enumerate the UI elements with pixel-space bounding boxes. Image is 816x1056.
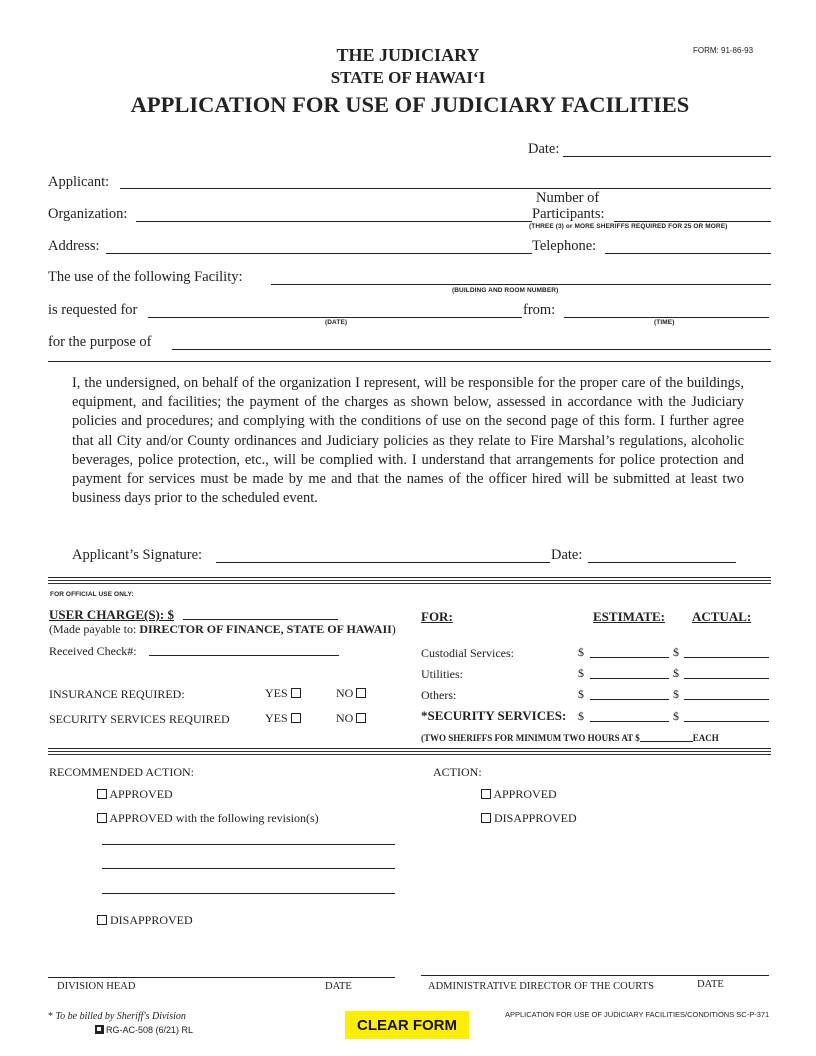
facility-field[interactable] <box>271 267 771 285</box>
insurance-yes-checkbox[interactable] <box>291 688 301 698</box>
purpose-field[interactable] <box>172 332 771 350</box>
user-charges-label: USER CHARGE(S): $ <box>49 607 174 622</box>
divider <box>48 577 771 578</box>
form-code <box>95 1025 193 1035</box>
applicant-field[interactable] <box>120 171 771 189</box>
insurance-label: INSURANCE REQUIRED: <box>49 687 185 701</box>
yes-label: YES <box>265 686 288 700</box>
conditions-ref: APPLICATION FOR USE OF JUDICIARY FACILITIES/CONDITIONS SC-P-371 <box>505 1010 770 1019</box>
security-no[interactable] <box>336 711 366 726</box>
applicant-label: Applicant: <box>48 174 110 190</box>
estimate-label: ESTIMATE: <box>593 609 665 624</box>
from-note: (TIME) <box>654 319 675 326</box>
facility-note: (BUILDING AND ROOM NUMBER) <box>452 287 559 294</box>
divider <box>48 361 771 362</box>
others-actual-field[interactable] <box>684 682 769 700</box>
user-charges-field[interactable] <box>183 602 338 620</box>
from-label: from: <box>523 302 556 318</box>
participants-label: Participants: <box>532 206 605 222</box>
action-approved-checkbox[interactable] <box>481 789 491 799</box>
dollar-sign: $ <box>673 666 679 680</box>
dollar-sign: $ <box>578 687 584 701</box>
divider <box>48 754 771 755</box>
recommended-approved-revision-option[interactable] <box>97 811 319 826</box>
action-approved-option[interactable] <box>481 787 557 802</box>
security-yes-checkbox[interactable] <box>291 713 301 723</box>
action-disapproved-checkbox[interactable] <box>481 813 491 823</box>
recommended-disapproved-option[interactable] <box>97 913 193 928</box>
recommended-approved-option[interactable] <box>97 787 173 802</box>
service-label: Others: <box>421 688 457 702</box>
utilities-estimate-field[interactable] <box>590 661 669 679</box>
security-no-checkbox[interactable] <box>356 713 366 723</box>
participants-field[interactable] <box>614 204 771 222</box>
custodial-actual-field[interactable] <box>684 640 769 658</box>
organization-label: Organization: <box>48 206 128 222</box>
asterisk: * <box>48 1011 53 1022</box>
received-check-label: Received Check#: <box>49 644 137 658</box>
recommended-disapproved-checkbox[interactable] <box>97 915 107 925</box>
admin-director-label: ADMINISTRATIVE DIRECTOR OF THE COURTS <box>428 981 654 992</box>
org-name: THE JUDICIARY <box>336 45 480 65</box>
divider <box>48 751 771 752</box>
option-label: APPROVED <box>109 787 173 801</box>
billed-note-text: To be billed by Sheriff's Division <box>55 1011 186 1022</box>
official-heading: FOR OFFICIAL USE ONLY: <box>50 591 134 598</box>
security-yes[interactable] <box>265 711 301 726</box>
insurance-yes[interactable] <box>265 686 301 701</box>
yes-label: YES <box>265 711 288 725</box>
sheriffs-note <box>421 732 719 743</box>
security-services-label: *SECURITY SERVICES: <box>421 708 567 723</box>
no-label: NO <box>336 711 354 725</box>
telephone-field[interactable] <box>605 236 771 254</box>
date-label: Date: <box>528 141 560 157</box>
action-label: ACTION: <box>433 765 482 779</box>
organization-field[interactable] <box>136 204 532 222</box>
option-label: DISAPPROVED <box>494 811 577 825</box>
recommended-approved-revision-checkbox[interactable] <box>97 813 107 823</box>
dollar-sign: $ <box>578 709 584 723</box>
address-label: Address: <box>48 238 100 254</box>
form-icon <box>95 1025 104 1034</box>
divider <box>48 583 771 584</box>
dollar-sign: $ <box>673 709 679 723</box>
dollar-sign: $ <box>578 666 584 680</box>
service-label: Utilities: <box>421 667 463 681</box>
requested-date-field[interactable] <box>148 300 522 318</box>
recommended-approved-checkbox[interactable] <box>97 789 107 799</box>
custodial-estimate-field[interactable] <box>590 640 669 658</box>
revision-line[interactable] <box>102 893 395 894</box>
insurance-no[interactable] <box>336 686 366 701</box>
signature-field[interactable] <box>216 545 550 563</box>
security-label: SECURITY SERVICES REQUIRED <box>49 712 230 726</box>
dollar-sign: $ <box>673 645 679 659</box>
signature-date-label: Date: <box>551 547 583 563</box>
number-of-label: Number of <box>536 190 600 206</box>
service-label: Custodial Services: <box>421 646 514 660</box>
billed-note <box>48 1011 186 1022</box>
option-label: DISAPPROVED <box>110 913 193 927</box>
sheriffs-note-text: (TWO SHERIFFS FOR MINIMUM TWO HOURS AT $ <box>421 733 640 743</box>
requested-note: (DATE) <box>325 319 348 326</box>
payable-suffix: ) <box>391 622 396 636</box>
action-disapproved-option[interactable] <box>481 811 577 826</box>
signature-date-field[interactable] <box>588 545 736 563</box>
division-date-label: DATE <box>325 981 352 992</box>
received-check-field[interactable] <box>149 638 339 656</box>
form-code-text: RG-AC-508 (6/21) RL <box>106 1025 194 1035</box>
signature-label: Applicant’s Signature: <box>72 547 203 563</box>
facility-label: The use of the following Facility: <box>48 269 243 285</box>
payable-note <box>49 622 396 637</box>
revision-line[interactable] <box>102 844 395 845</box>
date-field[interactable] <box>563 139 771 157</box>
dollar-sign: $ <box>673 687 679 701</box>
recommended-action-label: RECOMMENDED ACTION: <box>49 765 195 779</box>
payable-name: DIRECTOR OF FINANCE, STATE OF HAWAII <box>139 622 392 636</box>
revision-line[interactable] <box>102 868 395 869</box>
page-title: APPLICATION FOR USE OF JUDICIARY FACILITIES <box>130 92 690 117</box>
from-time-field[interactable] <box>564 300 769 318</box>
security-actual-field[interactable] <box>684 704 769 722</box>
dollar-sign: $ <box>578 645 584 659</box>
option-label: APPROVED <box>493 787 557 801</box>
option-label: APPROVED with the following revision(s) <box>109 811 319 825</box>
others-estimate-field[interactable] <box>590 682 669 700</box>
no-label: NO <box>336 686 354 700</box>
sheriffs-rate-field[interactable] <box>640 732 693 742</box>
clear-form-button[interactable]: CLEAR FORM <box>345 1011 469 1039</box>
statement-paragraph: I, the undersigned, on behalf of the organization I represent, will be responsible for the proper care of the buildings, equipment, and facilities; the payment of the charges as shown below, assessed in accordance with the Judiciary policies and procedures; and complying with the conditions of use on the second page of this form. I further agree that all City and/or County ordinances and Judiciary policies as they relate to Fire Marshal’s regulations, alcoholic beverages, police protection, etc., will be complied with. I understand that arrangements for police protection and payment for services must be made by me and that the names of the officer hired will be submitted at least two business days prior to the scheduled event. <box>72 375 744 507</box>
purpose-label: for the purpose of <box>48 334 152 350</box>
divider <box>48 748 771 749</box>
state-name: STATE OF HAWAI‘I <box>330 68 486 87</box>
division-head-signature-line[interactable] <box>48 977 395 978</box>
divider <box>48 580 771 581</box>
participants-note: (THREE (3) or MORE SHERIFFS REQUIRED FOR 25 OR MORE) <box>529 223 728 230</box>
admin-date-label: DATE <box>697 979 724 990</box>
form-number: FORM: 91-86-93 <box>693 46 754 55</box>
address-field[interactable] <box>106 236 532 254</box>
requested-label: is requested for <box>48 302 138 318</box>
actual-label: ACTUAL: <box>692 609 752 624</box>
telephone-label: Telephone: <box>532 238 597 254</box>
security-estimate-field[interactable] <box>590 704 669 722</box>
division-head-label: DIVISION HEAD <box>57 981 136 992</box>
insurance-no-checkbox[interactable] <box>356 688 366 698</box>
utilities-actual-field[interactable] <box>684 661 769 679</box>
sheriffs-note-each: EACH <box>692 733 719 743</box>
for-label: FOR: <box>421 609 453 624</box>
payable-prefix: (Made payable to: <box>49 622 140 636</box>
admin-director-signature-line[interactable] <box>421 975 769 976</box>
